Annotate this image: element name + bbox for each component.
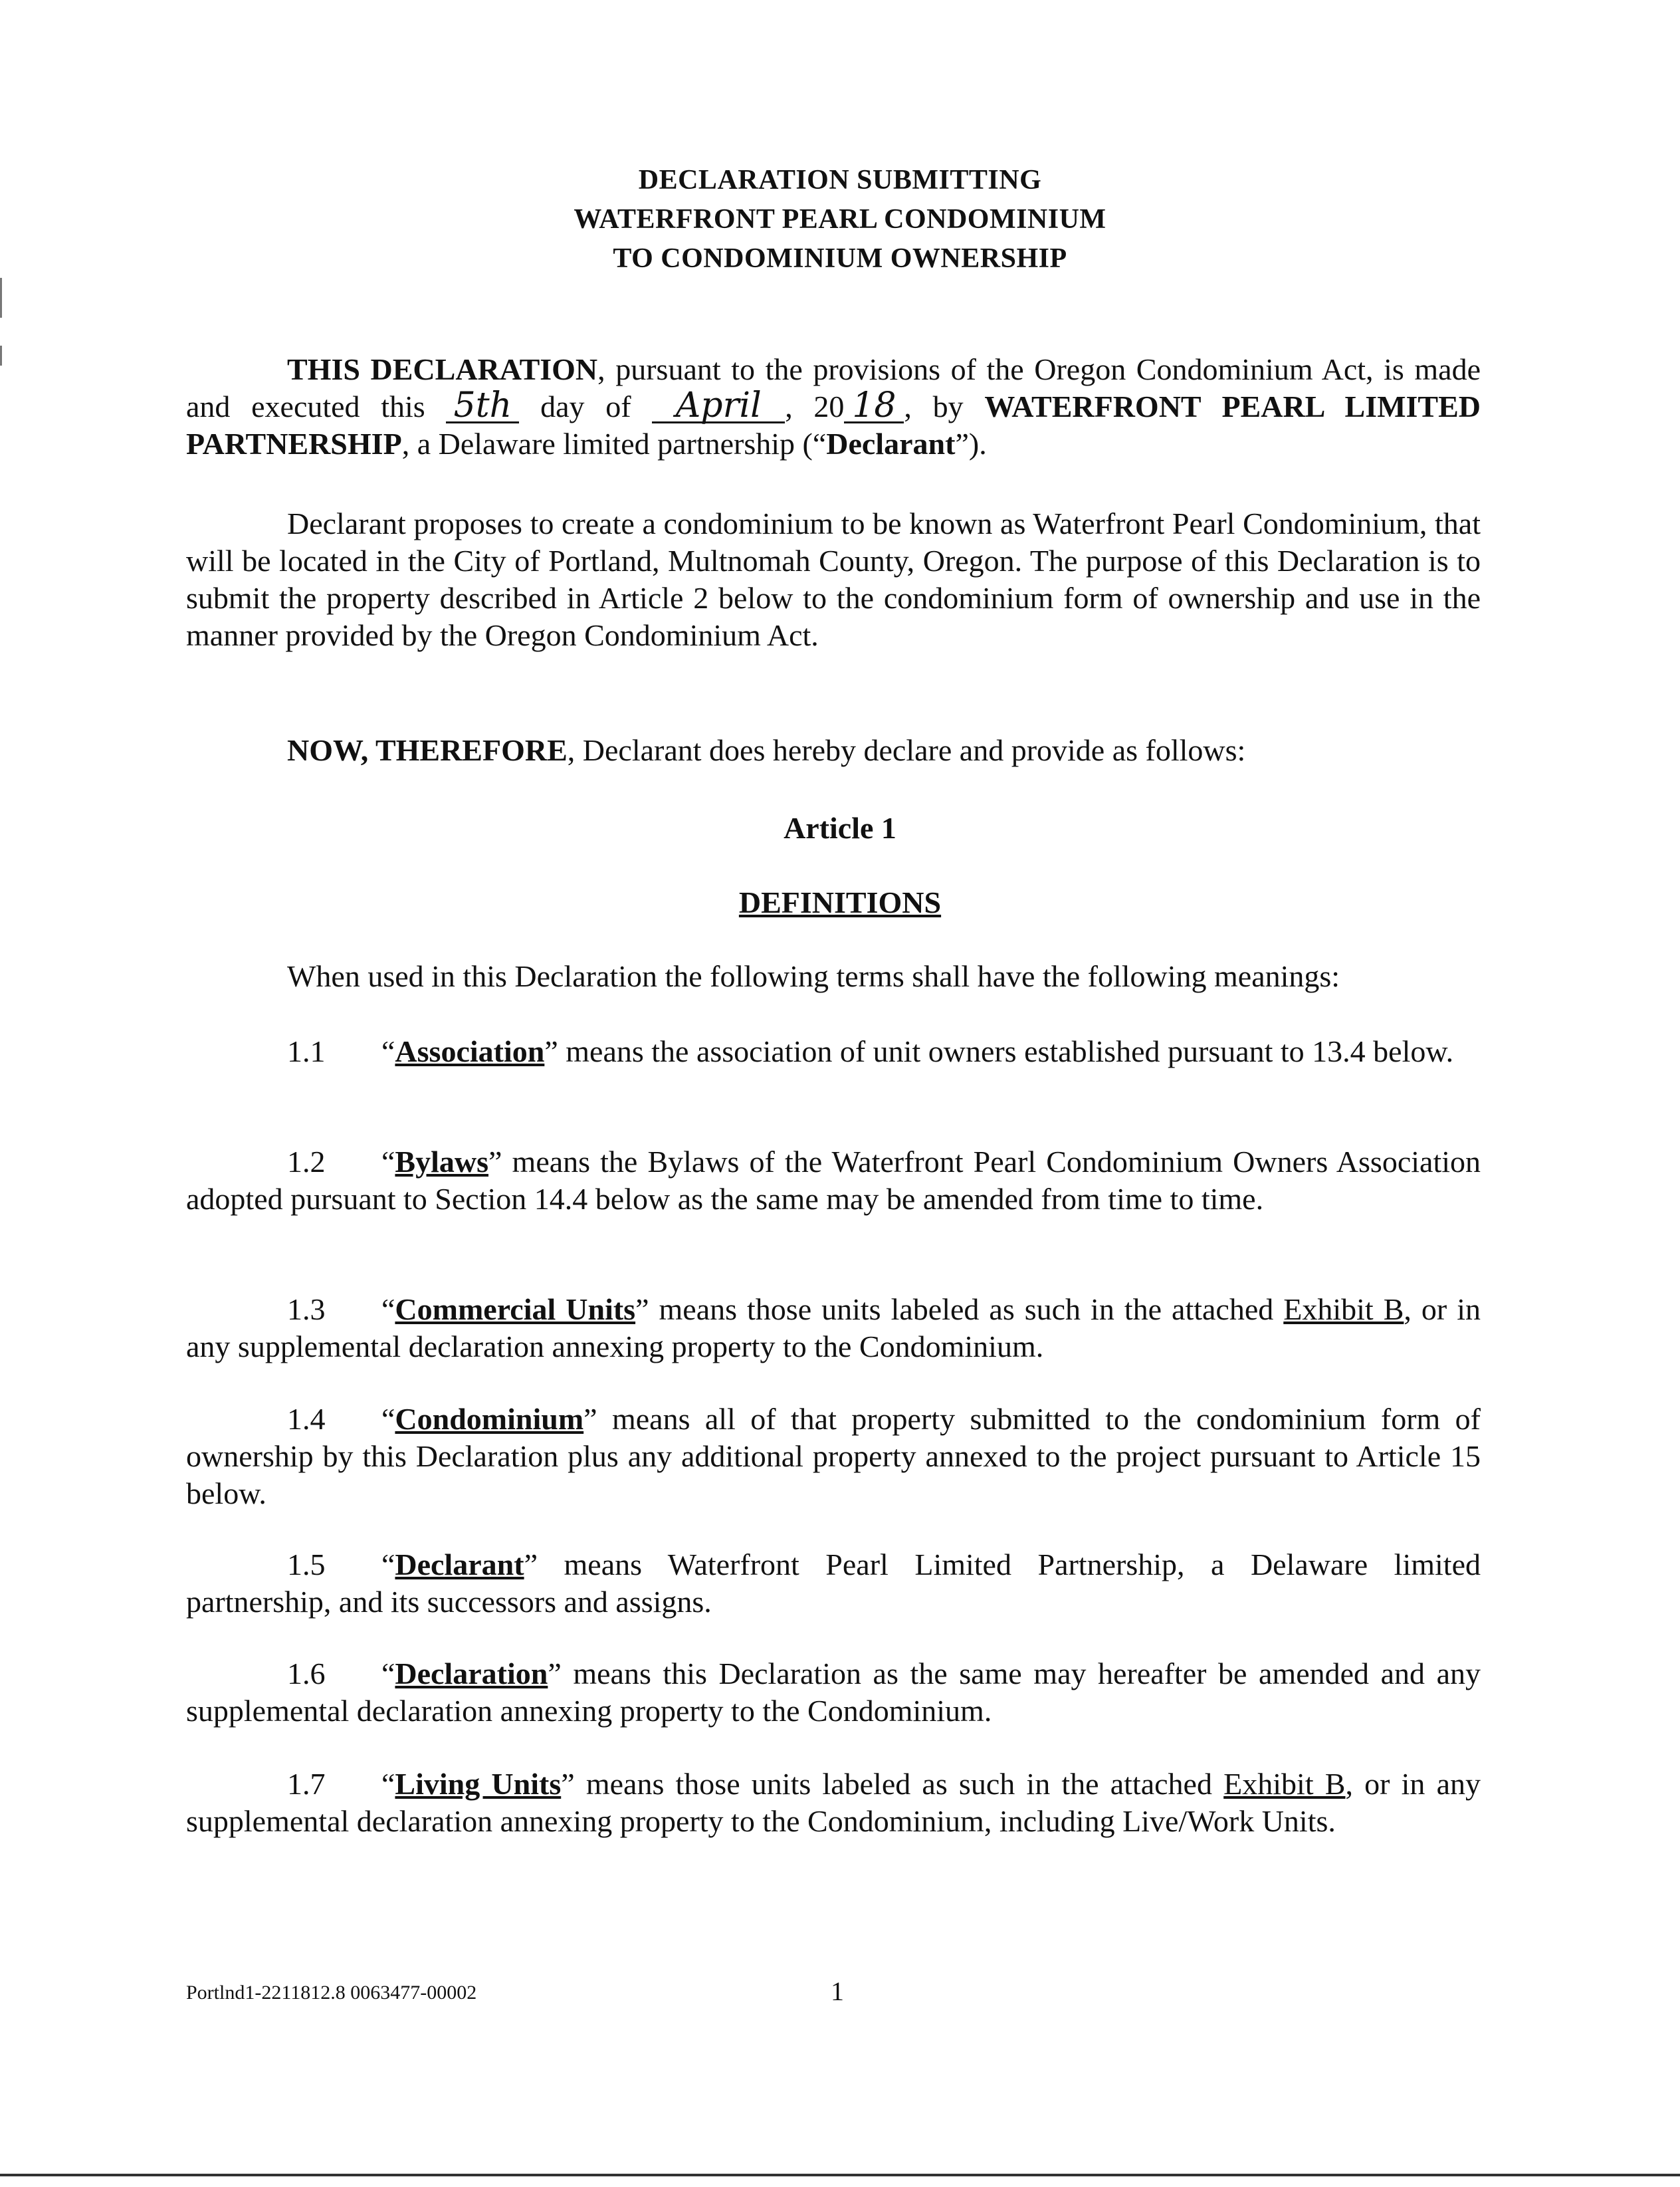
definition-1-7: 1.7 “Living Units” means those units labeled as such in the attached Exhibit B, or in any supplemental declaration annexing property to the Condominium, including Live/Work Units. — [186, 1767, 1481, 1838]
scan-edge-mark — [0, 278, 2, 318]
intro-lead: THIS DECLARATION — [287, 352, 598, 386]
article-number: Article 1 — [784, 811, 896, 845]
article-heading: DEFINITIONS — [738, 885, 942, 919]
definition-1-4: 1.4 “Condominium” means all of that property submitted to the condominium form of ownership by this Declaration plus any additional property annexed to the project pursuant to Article 15 below. — [186, 1402, 1481, 1510]
definition-1-6: 1.6 “Declaration” means this Declaration as the same may hereafter be amended and any supplemental declaration annexing property to the Condominium. — [186, 1657, 1481, 1728]
definition-1-3: 1.3 “Commercial Units” means those units labeled as such in the attached Exhibit B, or in any supplemental declaration annexing property to the Condominium. — [186, 1292, 1481, 1363]
term-declaration: Declaration — [395, 1657, 548, 1690]
title-line-1: DECLARATION SUBMITTING — [638, 165, 1042, 195]
declarant-term: Declarant — [826, 427, 956, 461]
definition-1-5: 1.5 “Declarant” means Waterfront Pearl Limited Partnership, a Delaware limited partnership, and its successors and assigns. — [186, 1548, 1481, 1619]
scan-edge-mark — [0, 346, 2, 366]
term-commercial-units: Commercial Units — [395, 1292, 636, 1326]
definitions-intro: When used in this Declaration the following terms shall have the following meanings: — [287, 959, 1340, 993]
term-living-units: Living Units — [395, 1767, 562, 1801]
page-number: 1 — [831, 1976, 844, 2006]
scan-bottom-edge — [0, 2174, 1680, 2176]
party-name: WATERFRONT PEARL LIMITED PARTNERSHIP — [186, 390, 1481, 461]
exhibit-b-reference: Exhibit B — [1223, 1767, 1346, 1801]
exhibit-b-reference: Exhibit B — [1283, 1292, 1404, 1326]
term-association: Association — [395, 1034, 545, 1068]
term-bylaws: Bylaws — [395, 1145, 489, 1179]
definition-1-1: 1.1 “Association” means the association of unit owners established pursuant to 13.4 below. — [287, 1034, 1454, 1068]
term-condominium: Condominium — [395, 1402, 584, 1436]
handwritten-month: April — [652, 390, 785, 423]
purpose-paragraph: Declarant proposes to create a condominium to be known as Waterfront Pearl Condominium, that will be located in the City of Portland, Multnomah County, Oregon. The purpose of this Declaration is to submit the property described in Article 2 below to the condominium form of ownership and use in the manner provided by the Oregon Condominium Act. — [186, 507, 1481, 652]
now-therefore-paragraph: NOW, THEREFORE, Declarant does hereby declare and provide as follows: — [287, 733, 1246, 767]
handwritten-year: 18 — [844, 390, 904, 423]
definition-1-2: 1.2 “Bylaws” means the Bylaws of the Waterfront Pearl Condominium Owners Association adopted pursuant to Section 14.4 below as the same may be amended from time to time. — [186, 1145, 1481, 1216]
term-declarant: Declarant — [395, 1548, 524, 1581]
title-line-3: TO CONDOMINIUM OWNERSHIP — [613, 243, 1067, 274]
title-line-2: WATERFRONT PEARL CONDOMINIUM — [574, 204, 1106, 235]
document-id: Portlnd1-2211812.8 0063477-00002 — [186, 1982, 477, 2004]
handwritten-day: 5th — [446, 390, 519, 423]
intro-paragraph: THIS DECLARATION, pursuant to the provisions of the Oregon Condominium Act, is made and executed this 5th day of April , 20 18 , by WATERFRONT PEARL LIMITED PARTNERSHIP, a Delaware limited partnership (“Declarant”). — [186, 352, 1481, 461]
